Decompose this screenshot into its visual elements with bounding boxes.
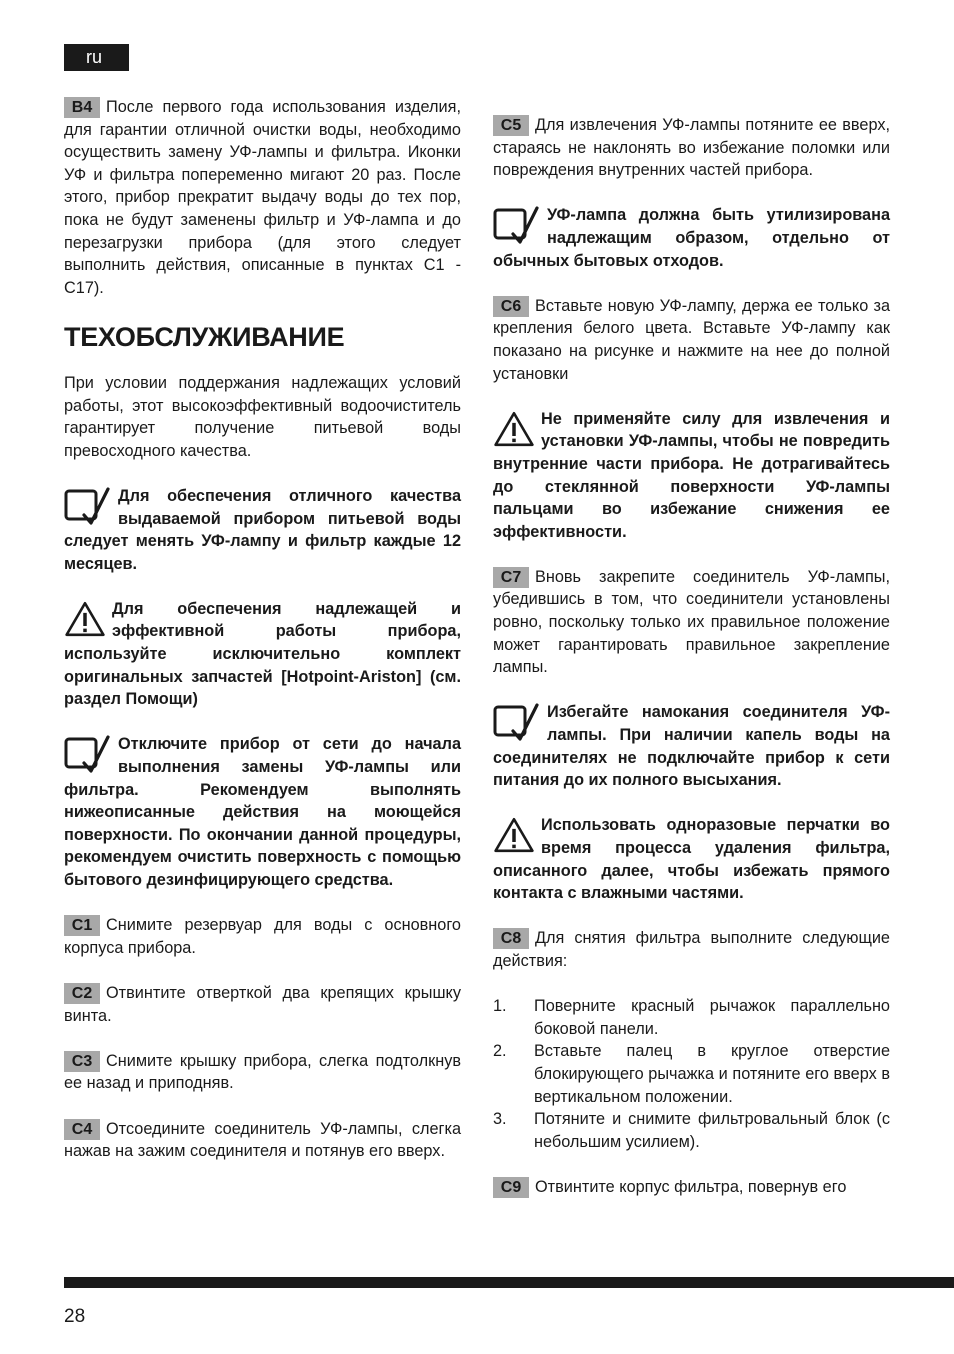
warning-triangle-icon (493, 408, 535, 450)
step-c4 (64, 1118, 461, 1163)
step-text: Вновь закрепите соединитель УФ-лампы, убедившись в том, что соединители установлены ровно, поскольку только их правильное положение может гарантировать правильное закрепление лампы. (493, 567, 890, 677)
warning-text: Для обеспечения надлежащей и эффективной работы прибора, используйте исключительно комплект оригинальных запчастей [Hotpoint-Ariston] (см. раздел Помощи) (64, 599, 461, 709)
note-text: Избегайте намокания соединителя УФ-лампы. При наличии капель воды на соединителях не подключайте прибор к сети питания до их полного высыхания. (493, 703, 890, 790)
step-text: Снимите резервуар для воды с основного корпуса прибора. (64, 916, 461, 957)
step-code: C6 (493, 296, 529, 317)
step-code: C8 (493, 928, 529, 949)
step-code: C4 (64, 1119, 100, 1140)
warning-original-parts (64, 598, 461, 711)
step-text: Для извлечения УФ-лампы потяните ее вверх, стараясь не наклонять во избежание поломки или повреждения внутренних частей прибора. (493, 116, 890, 180)
warning-triangle-icon (64, 598, 106, 640)
page-number: 28 (64, 1306, 86, 1327)
note-text: Отключите прибор от сети до начала выполнения замены УФ-лампы или фильтра. Рекомендуем выполнять нижеописанные действия на моющейся поверхности. По окончании данной процедуры, рекомендуем очистить поверхность с помощью бытового дезинфицирующего средства. (64, 735, 461, 889)
note-disposal (493, 204, 890, 272)
step-text: Для снятия фильтра выполните следующие действия: (493, 929, 890, 970)
step-c9 (493, 1176, 890, 1199)
checkbox-note-icon (64, 733, 112, 775)
warning-text: Не применяйте силу для извлечения и установки УФ-лампы, чтобы не повредить внутренние части прибора. Не дотрагивайтесь до стеклянной поверхности УФ-лампы пальцами во избежание снижения ее эффективности. (493, 409, 890, 541)
step-code: C7 (493, 567, 529, 588)
note-replace-yearly (64, 485, 461, 575)
step-code: C9 (493, 1177, 529, 1198)
language-tag: ru (64, 44, 129, 71)
list-item: 1. Поверните красный рычажок параллельно боковой панели. (493, 997, 890, 1038)
step-text: Отвинтите корпус фильтра, повернув его (535, 1177, 847, 1196)
step-code: C3 (64, 1051, 100, 1072)
section-title: ТЕХОБСЛУЖИВАНИЕ (64, 321, 345, 352)
step-code: C1 (64, 915, 100, 936)
step-code: B4 (64, 97, 100, 118)
step-b4 (64, 96, 461, 299)
footer-rule (64, 1277, 954, 1288)
step-c5 (493, 114, 890, 182)
warning-triangle-icon (493, 814, 535, 856)
right-column (493, 114, 890, 1221)
note-text: Для обеспечения отличного качества выдаваемой прибором питьевой воды следует менять УФ-лампу и фильтр каждые 12 месяцев. (64, 486, 461, 573)
step-text: Отвинтите отверткой два крепящих крышку винта. (64, 983, 461, 1025)
checkbox-note-icon (64, 485, 112, 527)
list-item: 2. Вставьте палец в круглое отверстие блокирующего рычажка и потяните его вверх в вертикальном положении. (493, 1042, 890, 1106)
list-item: 3. Потяните и снимите фильтровальный блок (с небольшим усилием). (493, 1110, 890, 1151)
step-text: После первого года использования изделия, для гарантии отличной очистки воды, необходимо осуществить замену УФ-лампы и фильтра. Иконки УФ и фильтра попеременно мигают 20 раз. После этого, прибор прекратит выдачу воды до тех пор, пока не будут заменены фильтр и УФ-лампа и до перезагрузки прибора (для этого следует выполнить действия, описанные в пунктах C1 - C17). (64, 98, 461, 297)
note-avoid-wet (493, 701, 890, 791)
step-c2 (64, 982, 461, 1027)
step-c1 (64, 914, 461, 959)
checkbox-note-icon (493, 701, 541, 743)
intro-paragraph: При условии поддержания надлежащих условий работы, этот высокоэффективный водоочиститель гарантирует получение питьевой воды превосходного качества. (64, 373, 461, 460)
note-disconnect (64, 733, 461, 891)
left-column (64, 96, 461, 1185)
step-text: Вставьте новую УФ-лампу, держа ее только за крепления белого цвета. Вставьте УФ-лампу как показано на рисунке и нажмите на нее до полной установки (493, 296, 890, 383)
warning-no-force (493, 408, 890, 544)
step-c7 (493, 566, 890, 679)
filter-removal-steps (493, 995, 890, 1153)
step-text: Отсоедините соединитель УФ-лампы, слегка нажав на зажим соединителя и потянув его вверх. (64, 1119, 461, 1161)
step-c3 (64, 1050, 461, 1095)
warning-gloves (493, 814, 890, 904)
checkbox-note-icon (493, 204, 541, 246)
warning-text: Использовать одноразовые перчатки во время процесса удаления фильтра, описанного далее, чтобы избежать прямого контакта с влажными частями. (493, 816, 890, 903)
step-c8 (493, 927, 890, 972)
note-text: УФ-лампа должна быть утилизирована надлежащим образом, отдельно от обычных бытовых отходов. (493, 206, 890, 270)
step-text: Снимите крышку прибора, слегка подтолкнув ее назад и приподняв. (64, 1051, 461, 1093)
step-code: C2 (64, 983, 100, 1004)
step-c6 (493, 295, 890, 385)
step-code: C5 (493, 115, 529, 136)
